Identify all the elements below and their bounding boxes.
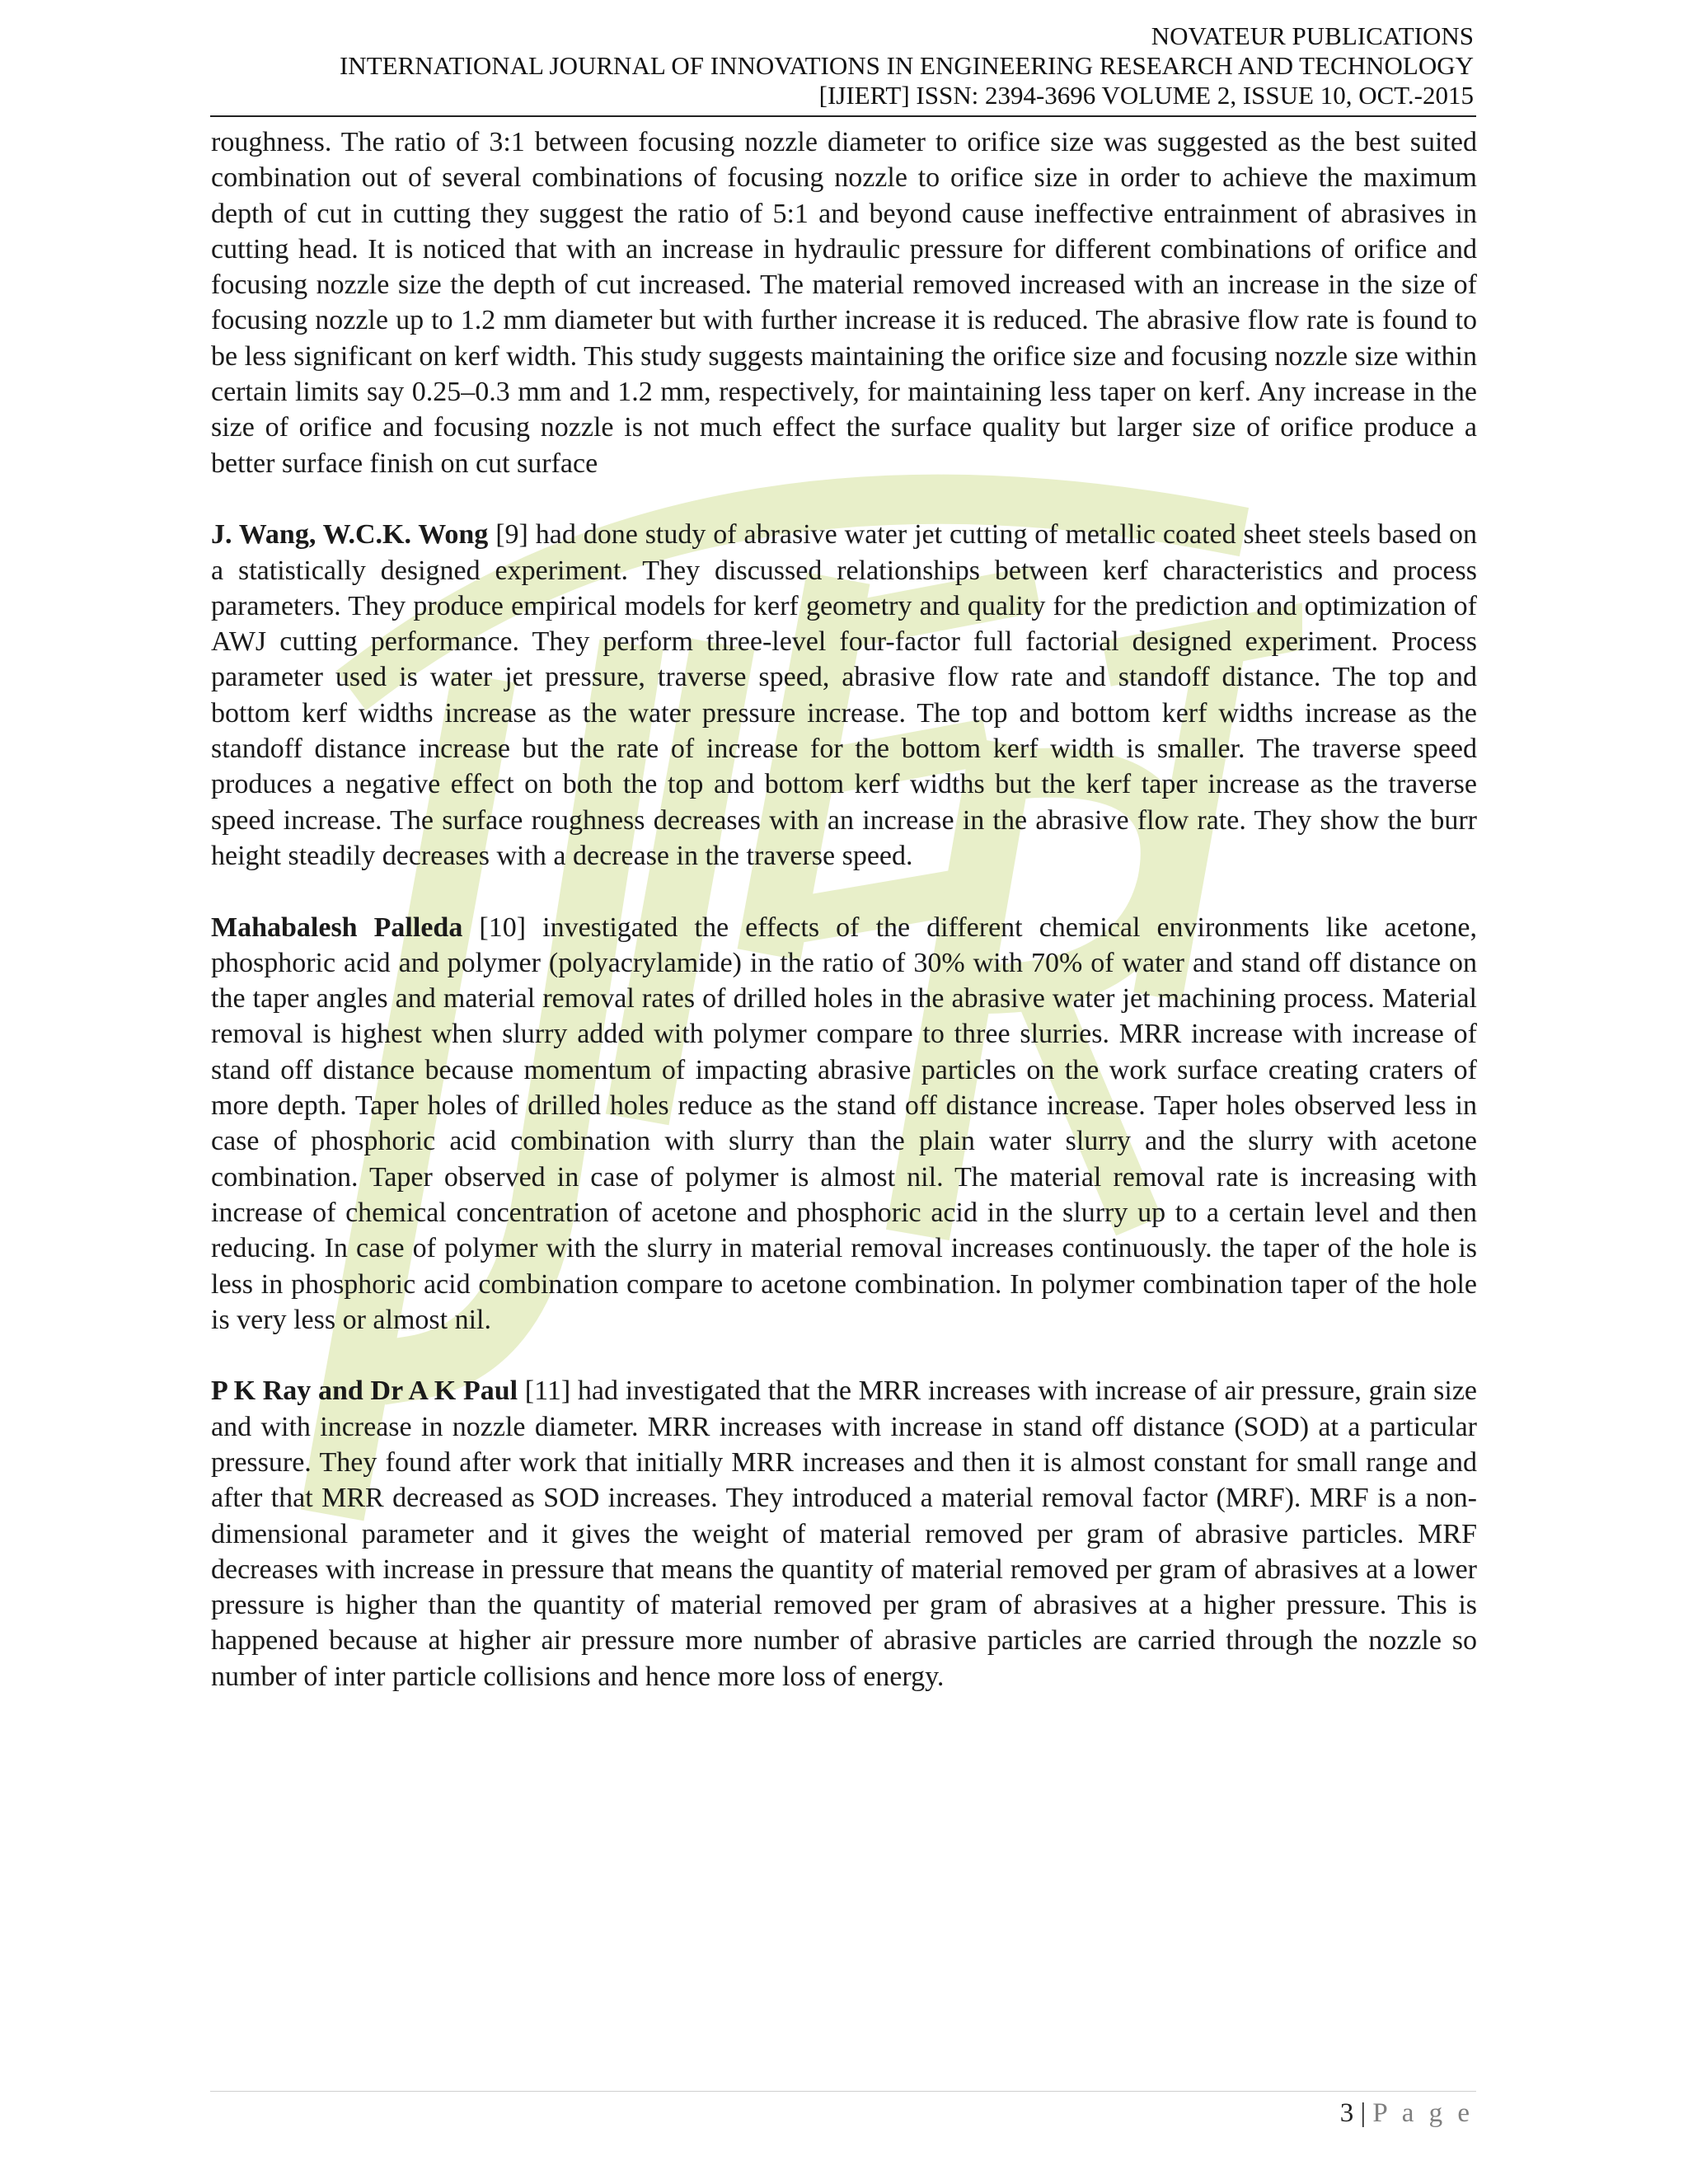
paragraph-palleda — [211, 910, 1477, 1338]
journal-header — [340, 21, 1474, 110]
paragraph-lead: P K Ray and Dr A K Paul — [211, 1376, 518, 1407]
paragraph-lead: J. Wang, W.C.K. Wong — [211, 519, 489, 551]
issue-info: [IJIERT] ISSN: 2394-3696 VOLUME 2, ISSUE 10, OCT.-2015 — [818, 81, 1474, 110]
footer-divider — [210, 2091, 1476, 2092]
paragraph-text: roughness. The ratio of 3:1 between focusing nozzle diameter to orifice size was suggested as the best suited combination out of several combinations of focusing nozzle to orifice size in order to achieve the maximum depth of cut in cutting they suggest the ratio of 5:1 and beyond cause ineffective entrainment of abrasives in cutting head. It is noticed that with an increase in hydraulic pressure for different combinations of orifice and focusing nozzle size the depth of cut increased. The material removed increased with an increase in the size of focusing nozzle up to 1.2 mm diameter but with further increase it is reduced. The abrasive flow rate is found to be less significant on kerf width. This study suggests maintaining the orifice size and focusing nozzle size within certain limits say 0.25–0.3 mm and 1.2 mm, respectively, for maintaining less taper on kerf. Any increase in the size of orifice and focusing nozzle is not much effect the surface quality but larger size of orifice produce a better surface finish on cut surface — [211, 127, 1477, 479]
publisher-name: NOVATEUR PUBLICATIONS — [1151, 21, 1474, 50]
page-label: P a g e — [1372, 2098, 1474, 2128]
paragraph-text: [10] investigated the effects of the different chemical environments like acetone, phosphoric acid and polymer (polyacrylamide) in the ratio of 30% with 70% of water and stand off distance on the taper angles and material removal rates of drilled holes in the abrasive water jet machining process. Material removal is highest when slurry added with polymer compare to three slurries. MRR increase with increase of stand off distance because momentum of impacting abrasive particles on the work surface creating craters of more depth. Taper holes of drilled holes reduce as the stand off distance increase. Taper holes observed less in case of phosphoric acid combination with slurry than the plain water slurry and the slurry with acetone combination. Taper observed in case of polymer is almost nil. The material removal rate is increasing with increase of chemical concentration of acetone and phosphoric acid in the slurry up to a certain level and then reducing. In case of polymer with the slurry in material removal increases continuously. the taper of the hole is less in phosphoric acid combination compare to acetone combination. In polymer combination taper of the hole is very less or almost nil. — [211, 912, 1477, 1335]
page-number: 3 — [1339, 2098, 1354, 2128]
page-footer — [1340, 2097, 1474, 2130]
paragraph-lead: Mahabalesh Palleda — [211, 912, 463, 943]
paragraph-text: [11] had investigated that the MRR increases with increase of air pressure, grain size and with increase in nozzle diameter. MRR increases with increase in stand off distance (SOD) at a particular pressure. They found after work that initially MRR increases and then it is almost constant for small range and after that MRR decreased as SOD increases. They introduced a material removal factor (MRF). MRF is a non-dimensional parameter and it gives the weight of material removed per gram of abrasive particles. MRF decreases with increase in pressure that means the quantity of material removed per gram of abrasives at a lower pressure is higher than the quantity of material removed per gram of abrasives at a higher pressure. This is happened because at higher air pressure more number of abrasive particles are carried through the nozzle so number of inter particle collisions and hence more loss of energy. — [211, 1376, 1477, 1692]
article-body — [211, 124, 1477, 1730]
paragraph-wang-wong — [211, 517, 1477, 874]
paragraph-text: [9] had done study of abrasive water jet cutting of metallic coated sheet steels based on a statistically designed experiment. They discussed relationships between kerf characteristics and process parameters. They produce empirical models for kerf geometry and quality for the prediction and optimization of AWJ cutting performance. They perform three-level four-factor full factorial designed experiment. Process parameter used is water jet pressure, traverse speed, abrasive flow rate and standoff distance. The top and bottom kerf widths increase as the water pressure increase. The top and bottom kerf widths increase as the standoff distance increase but the rate of increase for the bottom kerf width is smaller. The traverse speed produces a negative effect on both the top and bottom kerf widths but the kerf taper increase as the traverse speed increase. The surface roughness decreases with an increase in the abrasive flow rate. They show the burr height steadily decreases with a decrease in the traverse speed. — [211, 519, 1477, 871]
paragraph-roughness — [211, 124, 1477, 481]
journal-title: INTERNATIONAL JOURNAL OF INNOVATIONS IN ENGINEERING RESEARCH AND TECHNOLOGY — [339, 51, 1474, 80]
paragraph-ray-paul — [211, 1373, 1477, 1694]
footer-separator: | — [1353, 2098, 1373, 2128]
header-divider — [210, 115, 1476, 117]
